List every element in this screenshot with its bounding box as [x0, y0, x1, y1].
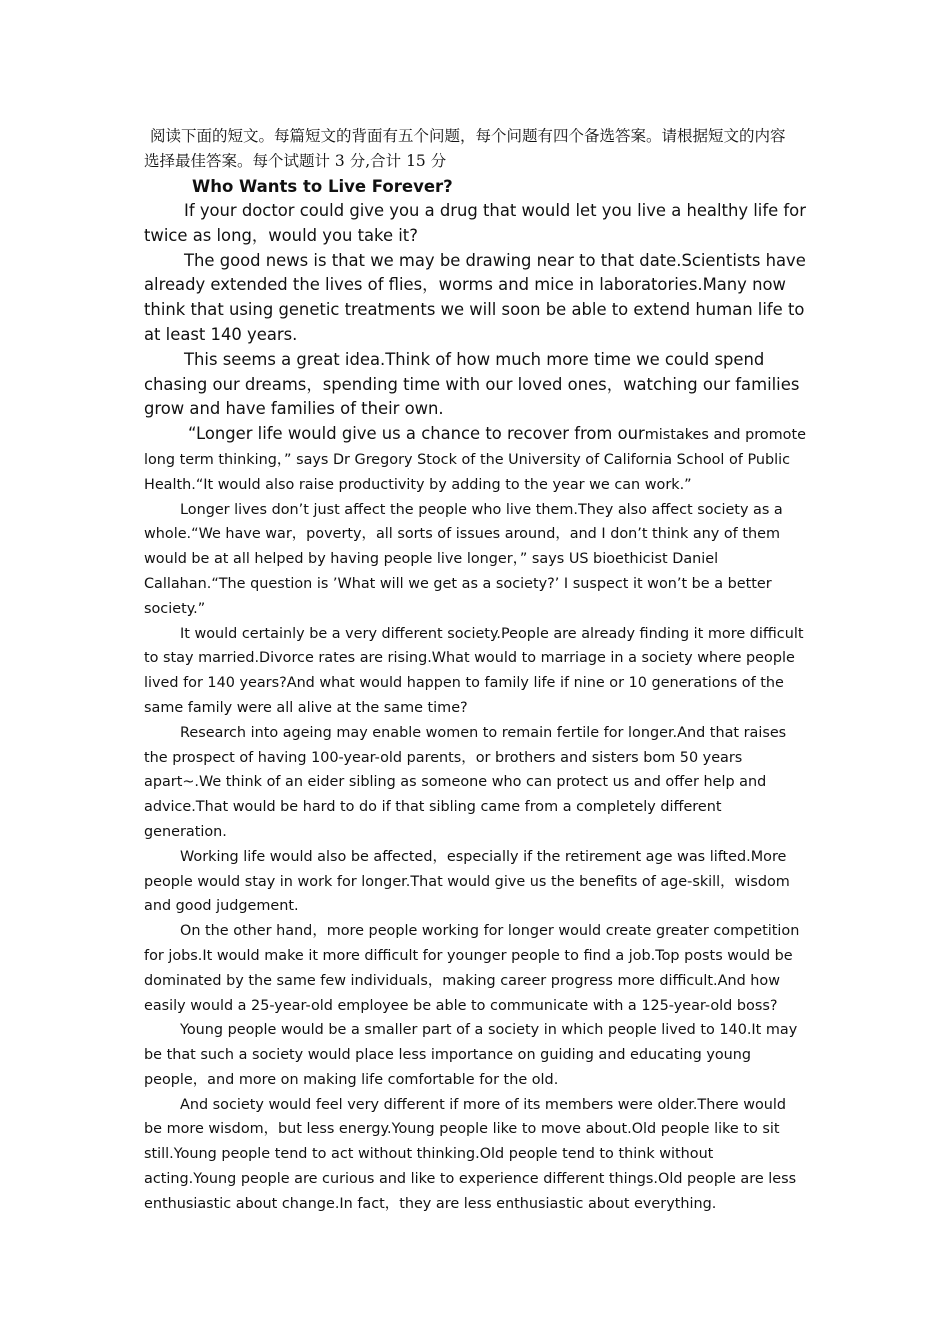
paragraph-4 — [144, 422, 806, 497]
paragraph-2: The good news is that we may be drawing near to that date.Scientists have already extended the lives of flies，worms and mice in laboratories.Many now think that using genetic treatments we will soon be able to extend human life to at least 140 years. — [144, 250, 806, 344]
paragraph-5: Longer lives don’t just affect the people who live them.They also affect society as a whole.“We have war，poverty，all sorts of issues around，and I don’t think any of them would be at all helped by having people live longer，” says US bioethicist Daniel Callahan.“The question is ’What will we get as a society?’ I suspect it won’t be a better society.” — [144, 501, 783, 617]
paragraph-8: Working life would also be affected，especially if the retirement age was lifted.More people would stay in work for longer.That would give us the benefits of age-skill，wisdom and good judgement. — [144, 848, 790, 915]
paragraph-11: And society would feel very different if more of its members were older.There would be more wisdom，but less energy.Young people like to move about.Old people like to sit still.Young people tend to act without thinking.Old people tend to think without acting.Young people are curious and like to experience different things.Old people are less enthusiastic about change.In fact，they are less enthusiastic about everything. — [144, 1096, 797, 1212]
paragraph-4-start: “Longer life would give us a chance to recover from our — [188, 424, 645, 444]
reading-instructions — [144, 124, 806, 174]
instructions-line-2: 选择最佳答案。每个试题计 3 分,合计 15 分 — [144, 152, 447, 170]
paragraph-10: Young people would be a smaller part of a society in which people lived to 140.It may be that such a society would place less importance on guiding and educating young people，and more on making life comfortable for the old. — [144, 1022, 798, 1088]
passage-title: Who Wants to Live Forever? — [192, 177, 453, 196]
document-page — [144, 124, 806, 1217]
instructions-line-1: 阅读下面的短文。每篇短文的背面有五个问题，每个问题有四个备选答案。请根据短文的内容 — [150, 127, 786, 145]
paragraph-1: If your doctor could give you a drug that would let you live a healthy life for twice as long，would you take it? — [144, 201, 806, 245]
paragraph-4-rest: mistakes and promote long term thinking，” says Dr Gregory Stock of the University of California School of Public Health.“It would also raise productivity by adding to the year we can work.” — [144, 427, 806, 493]
paragraph-3: This seems a great idea.Think of how much more time we could spend chasing our dreams，spending time with our loved ones，watching our families grow and have families of their own. — [144, 349, 800, 419]
paragraph-9: On the other hand，more people working for longer would create greater competition for jobs.It would make it more difficult for younger people to find a job.Top posts would be dominated by the same few individuals，making career progress more difficult.And how easily would a 25-year-old employee be able to communicate with a 125-year-old boss? — [144, 923, 800, 1014]
paragraph-6: It would certainly be a very different society.People are already finding it more difficult to stay married.Divorce rates are rising.What would to marriage in a society where people lived for 140 years?And what would happen to family life if nine or 10 generations of the same family were all alive at the same time? — [144, 625, 804, 716]
paragraph-7: Research into ageing may enable women to remain fertile for longer.And that raises the prospect of having 100-year-old parents，or brothers and sisters bom 50 years apart~.We think of an eider sibling as someone who can protect us and offer help and advice.That would be hard to do if that sibling came from a completely different generation. — [144, 724, 787, 840]
